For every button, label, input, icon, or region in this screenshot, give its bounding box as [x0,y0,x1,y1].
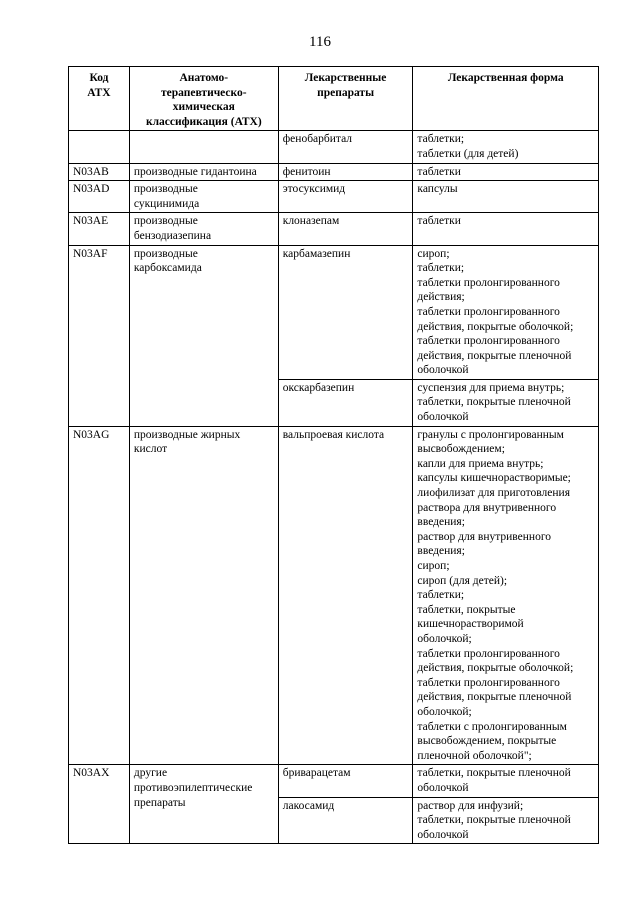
class-line: производные гидантоина [133,165,257,178]
class-cell [129,181,278,213]
form-line: таблетки пролонгированного [417,276,560,289]
class-line: сукцинимида [133,197,200,210]
table-row [69,131,599,163]
table-row [69,245,599,379]
drug-cell [278,163,413,181]
code-cell: N03AE [69,213,130,245]
drug-name: карбамазепин [282,247,351,260]
form-line: таблетки; [417,133,465,146]
drug-cell [278,245,413,379]
drug-name: окскарбазепин [282,381,355,394]
form-line: оболочкой; [417,632,472,645]
form-line: суспензия для приема внутрь; [417,381,565,394]
form-line: таблетки; [417,589,465,602]
page-number: 116 [309,34,331,50]
header-drugs [278,67,413,131]
form-line: действия, покрытые пленочной [417,349,572,362]
form-line: действия; [417,291,465,304]
class-cell [129,245,278,426]
form-line: таблетки [417,165,461,178]
drug-cell [278,426,413,765]
class-line: карбоксамида [133,262,202,275]
class-line: бензодиазепина [133,229,212,242]
drug-cell [278,797,413,844]
table-row [69,181,599,213]
header-line: Лекарственная форма [447,72,564,84]
class-line: производные [133,247,198,260]
drug-cell [278,379,413,426]
form-line: таблетки пролонгированного [417,335,560,348]
form-line: гранулы с пролонгированным [417,428,564,441]
code-cell: N03AX [69,765,130,844]
class-line: кислот [133,443,168,456]
form-cell [413,426,599,765]
class-cell [129,426,278,765]
form-line: таблетки, покрытые пленочной [417,814,571,827]
form-line: пленочной оболочкой"; [417,749,532,762]
class-line: производные [133,215,198,228]
form-line: раствор для инфузий; [417,799,524,812]
form-line: сироп; [417,247,450,260]
form-line: введения; [417,545,465,558]
form-cell [413,131,599,163]
class-line: препараты [133,796,186,809]
form-cell [413,245,599,379]
form-cell [413,379,599,426]
class-line: производные жирных [133,428,241,441]
form-line: таблетки, покрытые пленочной [417,396,571,409]
form-cell [413,213,599,245]
form-line: действия, покрытые оболочкой; [417,662,574,675]
form-line: оболочкой [417,828,469,841]
table-row [69,213,599,245]
class-cell [129,765,278,844]
header-line: препараты [317,86,375,99]
header-line: Анатомо- [179,72,229,84]
drug-cell [278,213,413,245]
header-line: химическая [172,101,235,114]
form-line: раствора для внутривенного [417,501,557,514]
form-line: кишечнорастворимой [417,618,524,631]
code-cell: N03AG [69,426,130,765]
class-cell [129,213,278,245]
form-line: таблетки с пролонгированным [417,720,567,733]
form-line: таблетки, покрытые пленочной [417,767,571,780]
form-line: таблетки (для детей) [417,147,519,160]
code-cell: N03AB [69,163,130,181]
form-line: оболочкой [417,411,469,424]
form-line: капли для приема внутрь; [417,457,544,470]
header-line: АТХ [87,86,111,99]
form-line: таблетки пролонгированного [417,676,560,689]
header-form [413,67,599,131]
form-line: высвобождением; [417,443,505,456]
form-line: раствор для внутривенного [417,530,551,543]
form-line: оболочкой [417,364,469,377]
form-cell [413,765,599,797]
drug-cell [278,181,413,213]
header-line: терапевтическо- [161,86,247,99]
form-line: высвобождением, покрытые [417,735,557,748]
form-line: таблетки; [417,262,465,275]
table-header-row [69,67,599,131]
drug-cell [278,765,413,797]
atc-table [68,66,599,844]
code-cell [69,131,130,163]
drug-name: фенобарбитал [282,133,353,146]
form-line: сироп (для детей); [417,574,508,587]
form-line: оболочкой; [417,705,472,718]
class-line: другие [133,767,168,780]
drug-name: лакосамид [282,799,335,812]
form-line: введения; [417,516,465,529]
form-cell [413,181,599,213]
form-line: оболочкой [417,781,469,794]
form-line: капсулы кишечнорастворимые; [417,472,571,485]
code-cell: N03AF [69,245,130,426]
table-row [69,163,599,181]
class-cell [129,163,278,181]
drug-name: этосуксимид [282,183,346,196]
form-line: лиофилизат для приготовления [417,487,570,500]
drug-cell [278,131,413,163]
form-cell [413,163,599,181]
drug-name: бриварацетам [282,767,351,780]
table-row [69,765,599,797]
class-cell [129,131,278,163]
form-line: действия, покрытые оболочкой; [417,320,574,333]
class-line: противоэпилептические [133,781,253,794]
header-line: классификация (АТХ) [145,115,262,128]
class-line: производные [133,183,198,196]
form-line: таблетки пролонгированного [417,305,560,318]
form-line: таблетки [417,215,461,228]
form-line: действия, покрытые пленочной [417,691,572,704]
drug-name: клоназепам [282,215,340,228]
header-code [69,67,130,131]
form-line: капсулы [417,183,458,196]
form-line: таблетки, покрытые [417,603,516,616]
header-line: Код [89,72,109,84]
table-row [69,426,599,765]
form-cell [413,797,599,844]
drug-name: фенитоин [282,165,331,178]
header-classification [129,67,278,131]
form-line: таблетки пролонгированного [417,647,560,660]
code-cell: N03AD [69,181,130,213]
form-line: сироп; [417,560,450,572]
drug-name: вальпроевая кислота [282,428,385,441]
header-line: Лекарственные [304,72,387,84]
